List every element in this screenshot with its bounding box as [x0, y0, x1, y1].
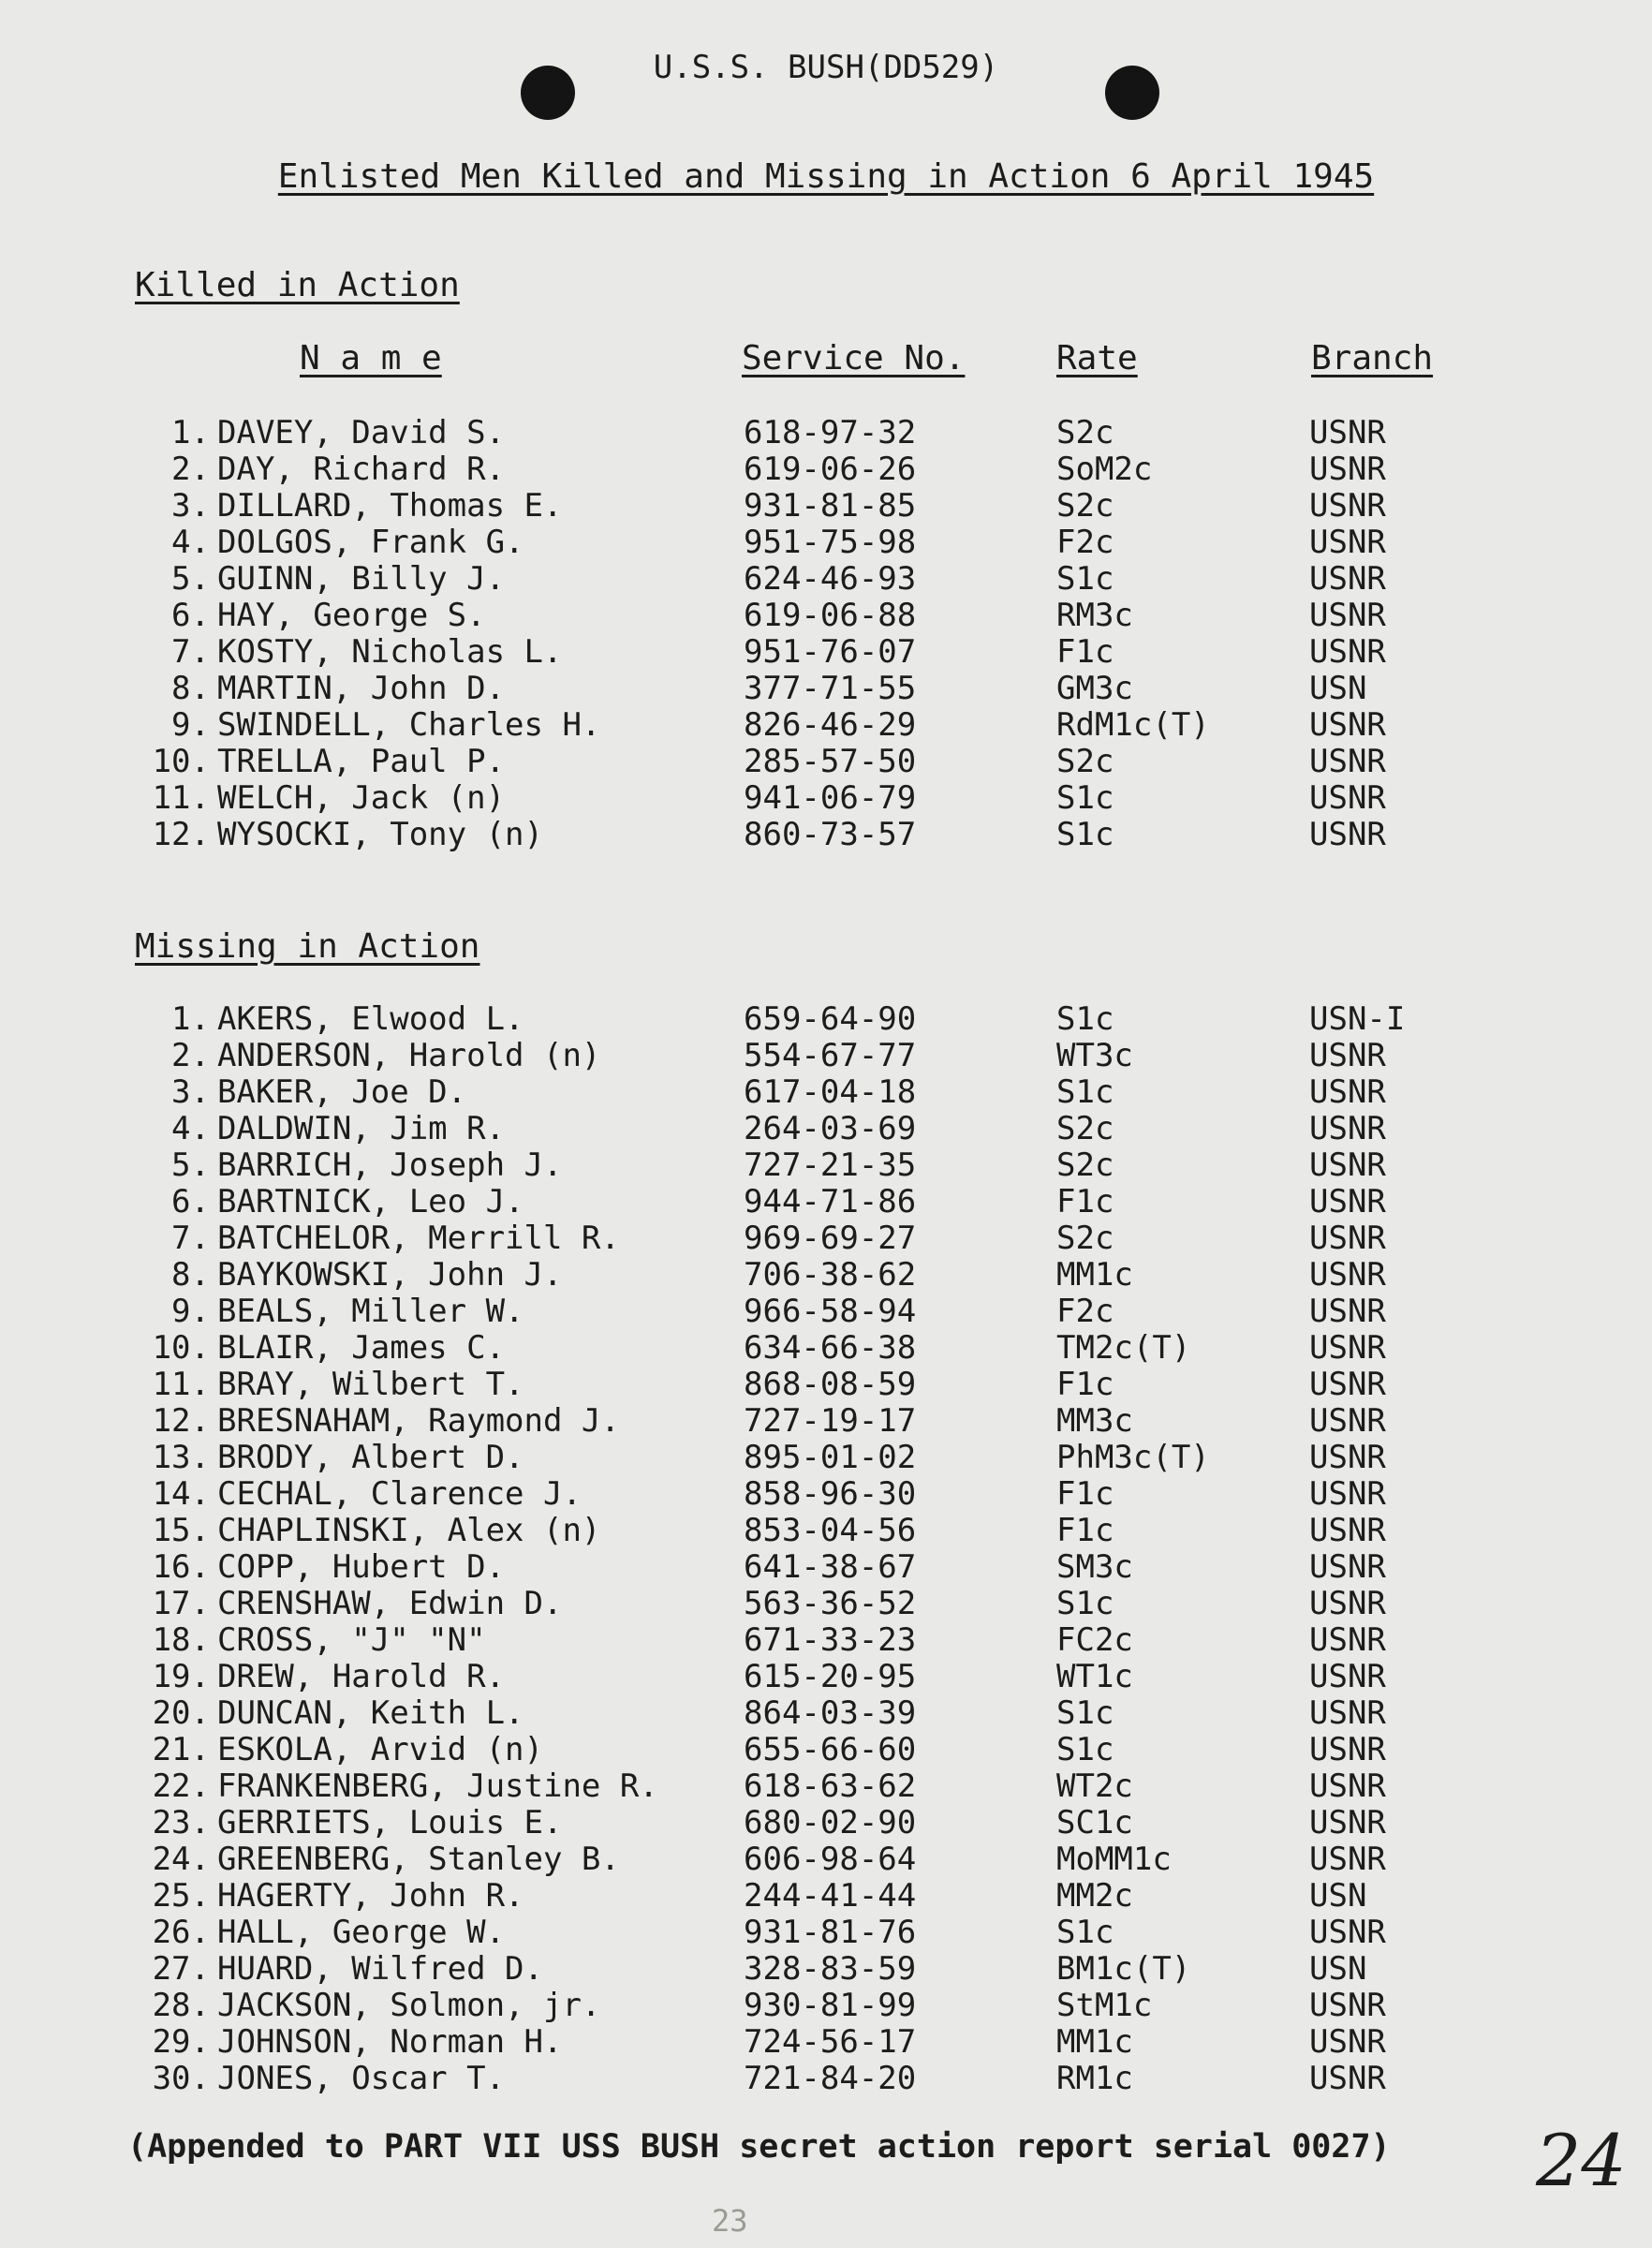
ship-name: U.S.S. BUSH(DD529)	[653, 49, 999, 86]
service-number: 680-02-90	[744, 1804, 917, 1841]
rate: MoMM1c	[1056, 1841, 1172, 1878]
service-number: 617-04-18	[744, 1073, 917, 1111]
person-name: BAYKOWSKI, John J.	[217, 1256, 563, 1294]
branch: USNR	[1309, 1841, 1386, 1878]
row-number: 4.	[171, 524, 210, 561]
service-number: 377-71-55	[744, 670, 917, 707]
branch: USN	[1309, 670, 1367, 707]
person-name: BEALS, Miller W.	[217, 1293, 524, 1330]
row-number: 2.	[171, 451, 210, 488]
service-number: 264-03-69	[744, 1110, 917, 1147]
table-row	[0, 1111, 1652, 1147]
person-name: BRAY, Wilbert T.	[217, 1366, 524, 1403]
rate: F1c	[1056, 1475, 1114, 1513]
person-name: BAKER, Joe D.	[217, 1073, 467, 1111]
row-number: 27.	[152, 1950, 210, 1988]
service-number: 860-73-57	[744, 816, 917, 853]
table-row	[0, 707, 1652, 744]
table-row	[0, 1330, 1652, 1367]
table-row	[0, 1549, 1652, 1586]
branch: USNR	[1309, 743, 1386, 780]
person-name: AKERS, Elwood L.	[217, 1000, 524, 1038]
table-row	[0, 817, 1652, 853]
row-number: 1.	[171, 1000, 210, 1038]
table-row	[0, 1184, 1652, 1220]
branch: USNR	[1309, 1512, 1386, 1549]
row-number: 3.	[171, 1073, 210, 1111]
service-number: 618-97-32	[744, 414, 917, 451]
row-number: 16.	[152, 1548, 210, 1586]
table-row	[0, 1878, 1652, 1915]
branch: USNR	[1309, 1256, 1386, 1294]
service-number: 659-64-90	[744, 1000, 917, 1038]
rate: WT2c	[1056, 1767, 1133, 1805]
service-number: 868-08-59	[744, 1366, 917, 1403]
branch: USNR	[1309, 779, 1386, 817]
branch: USNR	[1309, 597, 1386, 634]
rate: F1c	[1056, 1366, 1114, 1403]
rate: RM3c	[1056, 597, 1133, 634]
rate: S1c	[1056, 816, 1114, 853]
row-number: 11.	[152, 1366, 210, 1403]
person-name: DALDWIN, Jim R.	[217, 1110, 506, 1147]
row-number: 20.	[152, 1694, 210, 1732]
table-row	[0, 598, 1652, 634]
person-name: MARTIN, John D.	[217, 670, 506, 707]
person-name: BRESNAHAM, Raymond J.	[217, 1402, 620, 1440]
service-number: 244-41-44	[744, 1877, 917, 1915]
row-number: 12.	[152, 1402, 210, 1440]
person-name: JONES, Oscar T.	[217, 2060, 506, 2097]
table-row	[0, 1915, 1652, 1951]
person-name: GREENBERG, Stanley B.	[217, 1841, 620, 1878]
row-number: 24.	[152, 1841, 210, 1878]
table-row	[0, 1732, 1652, 1768]
table-row	[0, 1147, 1652, 1184]
person-name: HAY, George S.	[217, 597, 486, 634]
rate: S2c	[1056, 487, 1114, 525]
table-row	[0, 1841, 1652, 1878]
table-row	[0, 1951, 1652, 1988]
service-number: 285-57-50	[744, 743, 917, 780]
branch: USNR	[1309, 414, 1386, 451]
rate: PhM3c(T)	[1056, 1439, 1210, 1476]
service-number: 727-19-17	[744, 1402, 917, 1440]
row-number: 11.	[152, 779, 210, 817]
column-header-rate: Rate	[1056, 339, 1138, 377]
row-number: 22.	[152, 1767, 210, 1805]
row-number: 2.	[171, 1037, 210, 1074]
row-number: 18.	[152, 1621, 210, 1659]
rate: F1c	[1056, 633, 1114, 671]
column-header-branch: Branch	[1311, 339, 1434, 377]
rate: S2c	[1056, 1146, 1114, 1184]
table-row	[0, 1988, 1652, 2024]
row-number: 6.	[171, 597, 210, 634]
service-number: 328-83-59	[744, 1950, 917, 1988]
service-number: 721-84-20	[744, 2060, 917, 2097]
person-name: BRODY, Albert D.	[217, 1439, 524, 1476]
rate: FC2c	[1056, 1621, 1133, 1659]
rate: SoM2c	[1056, 451, 1153, 488]
rate: MM1c	[1056, 1256, 1133, 1294]
row-number: 23.	[152, 1804, 210, 1841]
service-number: 853-04-56	[744, 1512, 917, 1549]
branch: USNR	[1309, 451, 1386, 488]
service-number: 966-58-94	[744, 1293, 917, 1330]
rate: RdM1c(T)	[1056, 706, 1210, 744]
table-row	[0, 2024, 1652, 2061]
row-number: 17.	[152, 1585, 210, 1622]
person-name: GERRIETS, Louis E.	[217, 1804, 563, 1841]
row-number: 7.	[171, 633, 210, 671]
service-number: 727-21-35	[744, 1146, 917, 1184]
rate: MM2c	[1056, 1877, 1133, 1915]
service-number: 931-81-85	[744, 487, 917, 525]
person-name: CHAPLINSKI, Alex (n)	[217, 1512, 601, 1549]
branch: USNR	[1309, 1621, 1386, 1659]
rate: RM1c	[1056, 2060, 1133, 2097]
table-row	[0, 1513, 1652, 1549]
service-number: 864-03-39	[744, 1694, 917, 1732]
table-row	[0, 1001, 1652, 1038]
person-name: DREW, Harold R.	[217, 1658, 506, 1695]
person-name: CRENSHAW, Edwin D.	[217, 1585, 563, 1622]
branch: USNR	[1309, 524, 1386, 561]
rate: WT1c	[1056, 1658, 1133, 1695]
person-name: DAVEY, David S.	[217, 414, 506, 451]
branch: USN	[1309, 1877, 1367, 1915]
service-number: 634-66-38	[744, 1329, 917, 1367]
table-row	[0, 634, 1652, 671]
row-number: 29.	[152, 2023, 210, 2061]
branch: USNR	[1309, 1183, 1386, 1220]
person-name: DILLARD, Thomas E.	[217, 487, 563, 525]
row-number: 21.	[152, 1731, 210, 1768]
branch: USNR	[1309, 1694, 1386, 1732]
person-name: BATCHELOR, Merrill R.	[217, 1220, 620, 1257]
service-number: 931-81-76	[744, 1914, 917, 1951]
row-number: 12.	[152, 816, 210, 853]
service-number: 618-63-62	[744, 1767, 917, 1805]
branch: USNR	[1309, 706, 1386, 744]
service-number: 826-46-29	[744, 706, 917, 744]
table-row	[0, 1038, 1652, 1074]
person-name: CECHAL, Clarence J.	[217, 1475, 582, 1513]
pencil-note: 23	[712, 2203, 748, 2239]
person-name: DOLGOS, Frank G.	[217, 524, 524, 561]
rate: F2c	[1056, 1293, 1114, 1330]
table-row	[0, 1695, 1652, 1732]
service-number: 563-36-52	[744, 1585, 917, 1622]
table-row	[0, 2061, 1652, 2097]
service-number: 941-06-79	[744, 779, 917, 817]
table-row	[0, 451, 1652, 488]
row-number: 5.	[171, 1146, 210, 1184]
service-number: 895-01-02	[744, 1439, 917, 1476]
document-title-text: Enlisted Men Killed and Missing in Action 6 April 1945	[277, 157, 1375, 196]
service-number: 944-71-86	[744, 1183, 917, 1220]
row-number: 5.	[171, 560, 210, 598]
row-number: 7.	[171, 1220, 210, 1257]
table-row	[0, 1622, 1652, 1659]
person-name: KOSTY, Nicholas L.	[217, 633, 563, 671]
row-number: 13.	[152, 1439, 210, 1476]
rate: S1c	[1056, 1914, 1114, 1951]
page-number: 24	[1536, 2119, 1627, 2202]
rate: S1c	[1056, 1694, 1114, 1732]
table-row	[0, 1220, 1652, 1257]
table-row	[0, 488, 1652, 525]
service-number: 930-81-99	[744, 1987, 917, 2024]
service-number: 619-06-88	[744, 597, 917, 634]
service-number: 671-33-23	[744, 1621, 917, 1659]
branch: USNR	[1309, 1914, 1386, 1951]
person-name: CROSS, "J" "N"	[217, 1621, 486, 1659]
rate: GM3c	[1056, 670, 1133, 707]
rate: F2c	[1056, 524, 1114, 561]
service-number: 554-67-77	[744, 1037, 917, 1074]
service-number: 951-76-07	[744, 633, 917, 671]
rate: S1c	[1056, 779, 1114, 817]
row-number: 3.	[171, 487, 210, 525]
rate: S2c	[1056, 414, 1114, 451]
service-number: 858-96-30	[744, 1475, 917, 1513]
row-number: 10.	[152, 743, 210, 780]
table-row	[0, 1805, 1652, 1841]
branch: USNR	[1309, 1804, 1386, 1841]
table-row	[0, 1768, 1652, 1805]
rate: S2c	[1056, 743, 1114, 780]
row-number: 9.	[171, 1293, 210, 1330]
rate: S1c	[1056, 560, 1114, 598]
branch: USNR	[1309, 1110, 1386, 1147]
rate: S1c	[1056, 1585, 1114, 1622]
table-row	[0, 1257, 1652, 1294]
missing-table	[0, 1001, 1652, 2097]
branch: USNR	[1309, 560, 1386, 598]
column-header-service-no: Service No.	[742, 339, 966, 377]
table-row	[0, 671, 1652, 707]
row-number: 15.	[152, 1512, 210, 1549]
table-row	[0, 1440, 1652, 1476]
killed-table	[0, 415, 1652, 853]
table-row	[0, 415, 1652, 451]
service-number: 951-75-98	[744, 524, 917, 561]
table-row	[0, 561, 1652, 598]
branch: USNR	[1309, 2060, 1386, 2097]
row-number: 1.	[171, 414, 210, 451]
service-number: 724-56-17	[744, 2023, 917, 2061]
person-name: HALL, George W.	[217, 1914, 506, 1951]
branch: USNR	[1309, 633, 1386, 671]
table-row	[0, 1659, 1652, 1695]
person-name: COPP, Hubert D.	[217, 1548, 506, 1586]
rate: TM2c(T)	[1056, 1329, 1191, 1367]
row-number: 9.	[171, 706, 210, 744]
row-number: 25.	[152, 1877, 210, 1915]
branch: USNR	[1309, 816, 1386, 853]
person-name: SWINDELL, Charles H.	[217, 706, 601, 744]
person-name: ESKOLA, Arvid (n)	[217, 1731, 543, 1768]
row-number: 30.	[152, 2060, 210, 2097]
person-name: BARRICH, Joseph J.	[217, 1146, 563, 1184]
branch: USNR	[1309, 1475, 1386, 1513]
rate: WT3c	[1056, 1037, 1133, 1074]
rate: S2c	[1056, 1220, 1114, 1257]
document-title	[0, 157, 1652, 196]
branch: USNR	[1309, 1037, 1386, 1074]
service-number: 624-46-93	[744, 560, 917, 598]
row-number: 14.	[152, 1475, 210, 1513]
rate: F1c	[1056, 1183, 1114, 1220]
branch: USNR	[1309, 1658, 1386, 1695]
row-number: 4.	[171, 1110, 210, 1147]
table-row	[0, 1367, 1652, 1403]
service-number: 706-38-62	[744, 1256, 917, 1294]
missing-section-title: Missing in Action	[135, 927, 480, 966]
table-row	[0, 1403, 1652, 1440]
table-row	[0, 1586, 1652, 1622]
branch: USN	[1309, 1950, 1367, 1988]
rate: BM1c(T)	[1056, 1950, 1191, 1988]
branch: USNR	[1309, 1146, 1386, 1184]
service-number: 615-20-95	[744, 1658, 917, 1695]
service-number: 655-66-60	[744, 1731, 917, 1768]
killed-section-title: Killed in Action	[135, 266, 460, 304]
person-name: BARTNICK, Leo J.	[217, 1183, 524, 1220]
service-number: 619-06-26	[744, 451, 917, 488]
person-name: WELCH, Jack (n)	[217, 779, 506, 817]
service-number: 641-38-67	[744, 1548, 917, 1586]
branch: USNR	[1309, 1402, 1386, 1440]
rate: S1c	[1056, 1073, 1114, 1111]
table-row	[0, 744, 1652, 780]
service-number: 969-69-27	[744, 1220, 917, 1257]
person-name: TRELLA, Paul P.	[217, 743, 506, 780]
branch: USNR	[1309, 1548, 1386, 1586]
branch: USNR	[1309, 1329, 1386, 1367]
person-name: DAY, Richard R.	[217, 451, 506, 488]
rate: S1c	[1056, 1731, 1114, 1768]
rate: StM1c	[1056, 1987, 1153, 2024]
branch: USNR	[1309, 2023, 1386, 2061]
row-number: 6.	[171, 1183, 210, 1220]
person-name: BLAIR, James C.	[217, 1329, 506, 1367]
person-name: WYSOCKI, Tony (n)	[217, 816, 543, 853]
person-name: DUNCAN, Keith L.	[217, 1694, 524, 1732]
branch: USN-I	[1309, 1000, 1406, 1038]
branch: USNR	[1309, 1585, 1386, 1622]
person-name: HAGERTY, John R.	[217, 1877, 524, 1915]
table-row	[0, 525, 1652, 561]
branch: USNR	[1309, 1767, 1386, 1805]
rate: SC1c	[1056, 1804, 1133, 1841]
person-name: GUINN, Billy J.	[217, 560, 506, 598]
branch: USNR	[1309, 1987, 1386, 2024]
branch: USNR	[1309, 487, 1386, 525]
row-number: 19.	[152, 1658, 210, 1695]
branch: USNR	[1309, 1220, 1386, 1257]
row-number: 8.	[171, 670, 210, 707]
branch: USNR	[1309, 1293, 1386, 1330]
rate: S1c	[1056, 1000, 1114, 1038]
branch: USNR	[1309, 1366, 1386, 1403]
service-number: 606-98-64	[744, 1841, 917, 1878]
person-name: HUARD, Wilfred D.	[217, 1950, 543, 1988]
table-row	[0, 1294, 1652, 1330]
table-row	[0, 1476, 1652, 1513]
table-row	[0, 1074, 1652, 1111]
row-number: 26.	[152, 1914, 210, 1951]
rate: MM3c	[1056, 1402, 1133, 1440]
branch: USNR	[1309, 1439, 1386, 1476]
person-name: ANDERSON, Harold (n)	[217, 1037, 601, 1074]
row-number: 8.	[171, 1256, 210, 1294]
row-number: 10.	[152, 1329, 210, 1367]
table-row	[0, 780, 1652, 817]
person-name: JOHNSON, Norman H.	[217, 2023, 563, 2061]
rate: S2c	[1056, 1110, 1114, 1147]
person-name: JACKSON, Solmon, jr.	[217, 1987, 601, 2024]
footer-note: (Appended to PART VII USS BUSH secret action report serial 0027)	[127, 2128, 1391, 2166]
person-name: FRANKENBERG, Justine R.	[217, 1767, 658, 1805]
rate: F1c	[1056, 1512, 1114, 1549]
column-header-name: N a m e	[300, 339, 442, 377]
rate: SM3c	[1056, 1548, 1133, 1586]
branch: USNR	[1309, 1731, 1386, 1768]
rate: MM1c	[1056, 2023, 1133, 2061]
branch: USNR	[1309, 1073, 1386, 1111]
row-number: 28.	[152, 1987, 210, 2024]
